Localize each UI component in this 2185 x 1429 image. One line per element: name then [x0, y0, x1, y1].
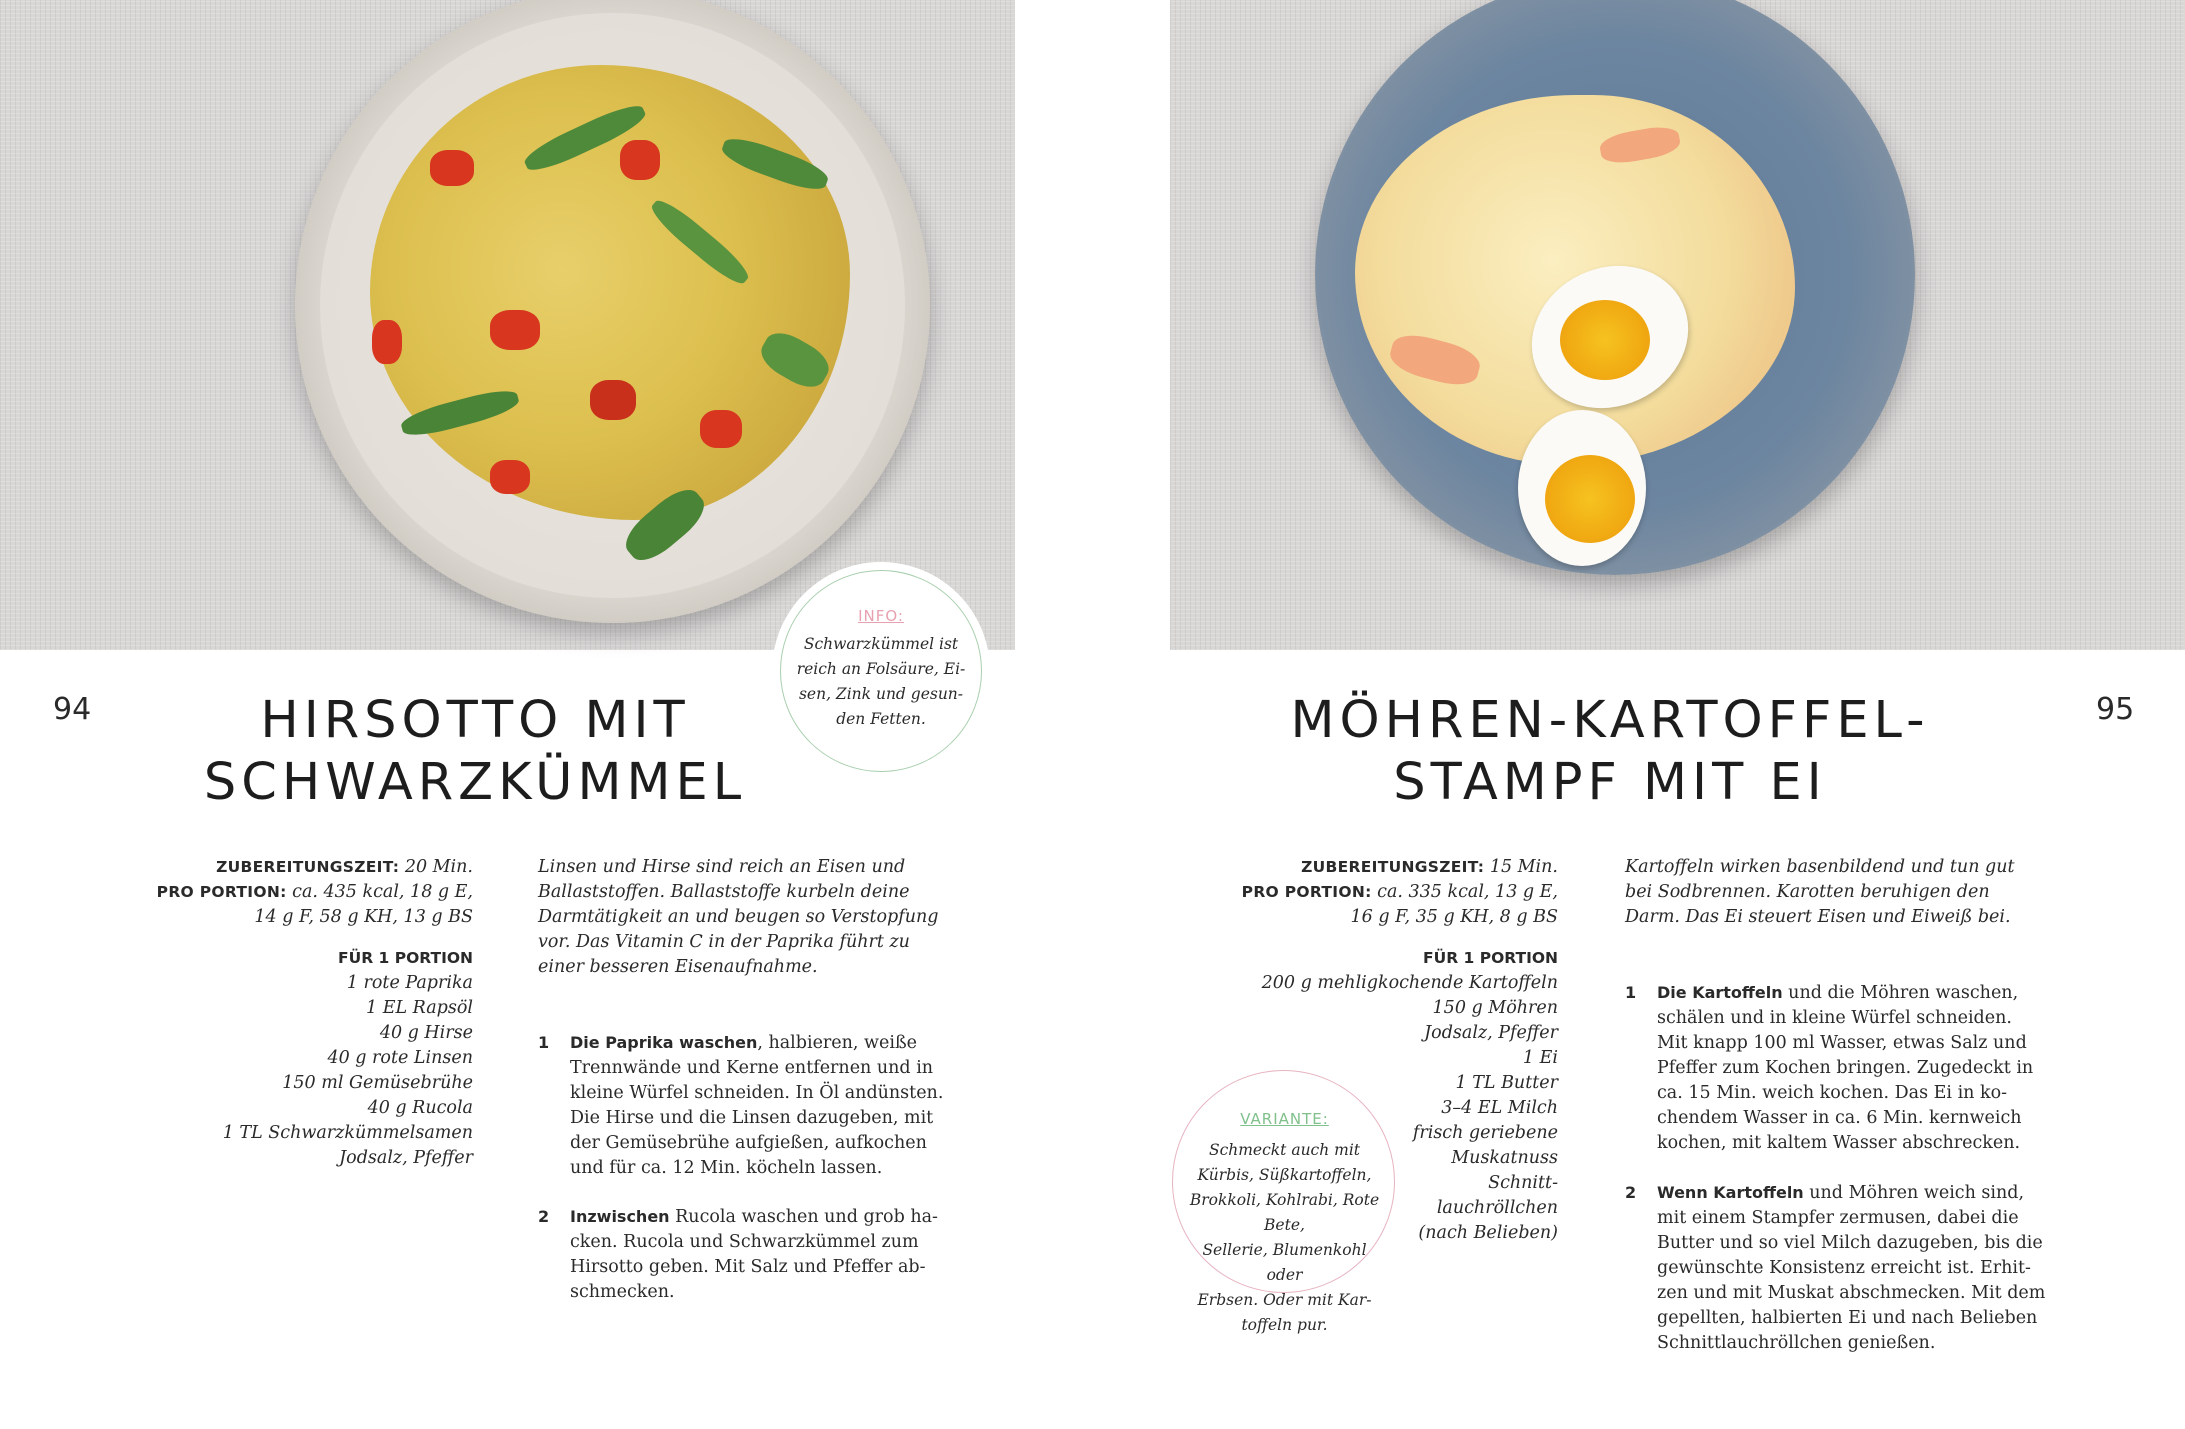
recipe-title-right: [1270, 690, 1950, 814]
variant-line: Schmeckt auch mit: [1208, 1141, 1361, 1159]
step-text: [1657, 980, 2033, 1156]
title-line: SCHWARZKÜMMEL: [203, 753, 747, 812]
prep-value: 15 Min.: [1489, 857, 1558, 877]
step-lead: Die Paprika waschen: [570, 1033, 758, 1052]
servings-heading: FÜR 1 PORTION: [338, 949, 473, 967]
intro-line: Darm. Das Ei steuert Eisen und Eiweiß bei.: [1625, 907, 2011, 927]
portion-line: ca. 435 kcal, 18 g E,: [292, 882, 473, 902]
step-line: ca. 15 Min. weich kochen. Das Ei in ko-: [1657, 1083, 2008, 1103]
ingredient: 150 ml Gemüsebrühe: [282, 1073, 473, 1093]
intro-line: Ballaststoffen. Ballaststoffe kurbeln deine: [538, 882, 910, 902]
variant-line: Kürbis, Süßkartoffeln,: [1197, 1166, 1372, 1184]
step-number: 2: [1625, 1183, 1637, 1202]
intro-line: Kartoffeln wirken basenbildend und tun gut: [1625, 857, 2015, 877]
variant-line: Sellerie, Blumenkohl oder: [1202, 1241, 1367, 1284]
info-line: reich an Folsäure, Ei-: [796, 660, 966, 678]
portion-line: 16 g F, 35 g KH, 8 g BS: [1350, 907, 1558, 927]
variant-box: [1172, 1070, 1397, 1334]
ingredient: Jodsalz, Pfeffer: [339, 1148, 473, 1168]
recipe-intro-right: [1625, 855, 2065, 930]
ingredient: 1 TL Schwarzkümmelsamen: [222, 1123, 473, 1143]
intro-line: vor. Das Vitamin C in der Paprika führt zu: [538, 932, 910, 952]
ingredient: 1 EL Rapsöl: [366, 998, 473, 1018]
recipe-step: [1625, 1180, 2085, 1360]
intro-line: Darmtätigkeit an und beugen so Verstopfung: [538, 907, 939, 927]
step-text: [1657, 1180, 2045, 1356]
step-line: und die Möhren waschen,: [1782, 983, 2019, 1003]
portion-label: PRO PORTION:: [1241, 883, 1372, 901]
step-line: Hirsotto geben. Mit Salz und Pfeffer ab-: [570, 1257, 926, 1277]
step-line: und Möhren weich sind,: [1803, 1183, 2025, 1203]
variant-line: Erbsen. Oder mit Kar-: [1197, 1291, 1372, 1309]
step-number: 1: [538, 1033, 550, 1052]
step-line: schmecken.: [570, 1282, 675, 1302]
step-line: gepellten, halbierten Ei und nach Belieben: [1657, 1308, 2038, 1328]
step-lead: Wenn Kartoffeln: [1657, 1183, 1804, 1202]
page-number-left: 94: [53, 692, 92, 727]
step-lead: Die Kartoffeln: [1657, 983, 1783, 1002]
variant-line: Brokkoli, Kohlrabi, Rote Bete,: [1189, 1191, 1380, 1234]
step-line: , halbieren, weiße: [757, 1033, 918, 1053]
step-text: [570, 1030, 943, 1181]
servings-heading: FÜR 1 PORTION: [1423, 949, 1558, 967]
pepper-piece: [490, 460, 530, 494]
title-line: STAMPF MIT EI: [1393, 753, 1827, 812]
pepper-piece: [372, 320, 402, 364]
pepper-piece: [490, 310, 540, 350]
ingredient: 200 g mehligkochende Kartoffeln: [1261, 973, 1558, 993]
pepper-piece: [430, 150, 474, 186]
step-line: Rucola waschen und grob ha-: [669, 1207, 938, 1227]
ingredient: 1 TL Butter: [1455, 1073, 1558, 1093]
step-line: Pfeffer zum Kochen bringen. Zugedeckt in: [1657, 1058, 2034, 1078]
ingredient: lauchröllchen: [1436, 1198, 1558, 1218]
portion-line: ca. 335 kcal, 13 g E,: [1377, 882, 1558, 902]
recipe-step: [538, 1030, 978, 1190]
ingredient: 40 g Rucola: [367, 1098, 473, 1118]
ingredient: 1 Ei: [1522, 1048, 1558, 1068]
prep-label: ZUBEREITUNGSZEIT:: [216, 858, 400, 876]
step-line: und für ca. 12 Min. köcheln lassen.: [570, 1158, 883, 1178]
ingredient: 40 g Hirse: [379, 1023, 473, 1043]
variant-heading: VARIANTE:: [1240, 1110, 1329, 1128]
ingredient: frisch geriebene: [1412, 1123, 1558, 1143]
step-text: [570, 1204, 938, 1305]
prep-value: 20 Min.: [404, 857, 473, 877]
egg-yolk: [1545, 455, 1635, 543]
variant-line: toffeln pur.: [1241, 1316, 1328, 1334]
ingredient: Muskatnuss: [1451, 1148, 1558, 1168]
step-lead: Inzwischen: [570, 1207, 670, 1226]
page-gutter: [1015, 0, 1170, 650]
step-line: der Gemüsebrühe aufgießen, aufkochen: [570, 1133, 927, 1153]
step-line: gewünschte Konsistenz erreicht ist. Erhit-: [1657, 1258, 2031, 1278]
variant-text: [1186, 1138, 1383, 1338]
step-line: chendem Wasser in ca. 6 Min. kernweich: [1657, 1108, 2022, 1128]
page-number-right: 95: [2096, 692, 2135, 727]
info-text: [794, 632, 968, 732]
step-line: kleine Würfel schneiden. In Öl andünsten.: [570, 1083, 944, 1103]
intro-line: Linsen und Hirse sind reich an Eisen und: [538, 857, 906, 877]
pepper-piece: [590, 380, 636, 420]
ingredient: 40 g rote Linsen: [327, 1048, 473, 1068]
title-line: HIRSOTTO MIT: [260, 691, 690, 750]
ingredient: 150 g Möhren: [1432, 998, 1558, 1018]
info-line: den Fetten.: [836, 710, 926, 728]
step-line: mit einem Stampfer zermusen, dabei die: [1657, 1208, 2019, 1228]
pepper-piece: [700, 410, 742, 448]
recipe-meta-left: [120, 855, 473, 1171]
egg-yolk: [1560, 300, 1650, 380]
step-line: Schnittlauchröllchen genießen.: [1657, 1333, 1936, 1353]
portion-label: PRO PORTION:: [156, 883, 287, 901]
prep-label: ZUBEREITUNGSZEIT:: [1301, 858, 1485, 876]
pepper-piece: [620, 140, 660, 180]
ingredient: Schnitt-: [1488, 1173, 1558, 1193]
recipe-step: [538, 1204, 978, 1314]
ingredient: 1 rote Paprika: [346, 973, 473, 993]
recipe-step: [1625, 980, 2085, 1160]
step-number: 2: [538, 1207, 550, 1226]
info-line: Schwarzkümmel ist: [803, 635, 959, 653]
step-line: Die Hirse und die Linsen dazugeben, mit: [570, 1108, 934, 1128]
step-line: Butter und so viel Milch dazugeben, bis die: [1657, 1233, 2043, 1253]
step-line: cken. Rucola und Schwarzkümmel zum: [570, 1232, 919, 1252]
step-line: schälen und in kleine Würfel schneiden.: [1657, 1008, 2012, 1028]
step-line: Trennwände und Kerne entfernen und in: [570, 1058, 934, 1078]
info-heading: INFO:: [858, 607, 904, 625]
info-line: sen, Zink und gesun-: [798, 685, 964, 703]
ingredient: Jodsalz, Pfeffer: [1424, 1023, 1558, 1043]
intro-line: bei Sodbrennen. Karotten beruhigen den: [1625, 882, 1990, 902]
intro-line: einer besseren Eisenaufnahme.: [538, 957, 818, 977]
recipe-intro-left: [538, 855, 978, 980]
recipe-title-left: [170, 690, 780, 814]
info-box: [772, 562, 990, 780]
step-number: 1: [1625, 983, 1637, 1002]
ingredient: (nach Belieben): [1418, 1223, 1558, 1243]
step-line: kochen, mit kaltem Wasser abschrecken.: [1657, 1133, 2021, 1153]
title-line: MÖHREN-KARTOFFEL-: [1290, 691, 1930, 750]
portion-line: 14 g F, 58 g KH, 13 g BS: [254, 907, 473, 927]
ingredient: 3–4 EL Milch: [1441, 1098, 1558, 1118]
step-line: zen und mit Muskat abschmecken. Mit dem: [1657, 1283, 2046, 1303]
step-line: Mit knapp 100 ml Wasser, etwas Salz und: [1657, 1033, 2027, 1053]
